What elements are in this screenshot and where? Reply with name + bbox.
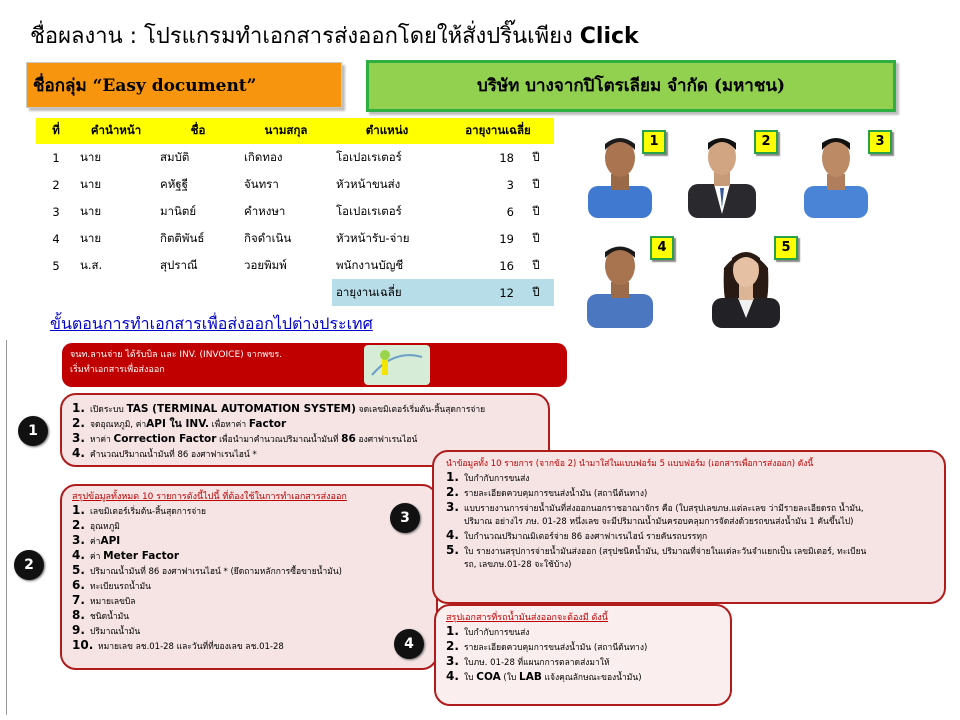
cell-unit: ปี bbox=[532, 149, 540, 164]
step-4-item: 1. ใบกำกับการขนส่ง bbox=[446, 624, 530, 638]
photo-badge-1: 1 bbox=[642, 130, 666, 154]
average-label: อายุงานเฉลี่ย bbox=[332, 279, 442, 306]
photo-badge-2: 2 bbox=[754, 130, 778, 154]
cell-no: 5 bbox=[52, 258, 60, 273]
photo-badge-3: 3 bbox=[868, 130, 892, 154]
cell-name: กิตติพันธ์ bbox=[160, 230, 205, 245]
cell-no: 2 bbox=[52, 177, 60, 192]
step-4-heading: สรุปเอกสารที่รถน้ำมันส่งออกจะต้องมี ดังนี้ bbox=[446, 613, 608, 623]
cell-no: 3 bbox=[52, 204, 60, 219]
step-2-heading: สรุปข้อมูลทั้งหมด 10 รายการดังนี้ไปนี้ ที่ต้องใช้ในการทำเอกสารส่งออก bbox=[72, 492, 347, 502]
staff-photo-4 bbox=[584, 238, 656, 328]
cell-prefix: นาย bbox=[80, 176, 102, 191]
cell-position: หัวหน้าขนส่ง bbox=[336, 176, 401, 191]
cell-position: โอเปอเรเตอร์ bbox=[336, 149, 402, 164]
cell-name: สมบัติ bbox=[160, 149, 190, 164]
title-click-word: Click bbox=[579, 24, 639, 49]
step-3-item: 2. รายละเอียดควบคุมการขนส่งน้ำมัน (สถานีต้นทาง) bbox=[446, 485, 648, 499]
cell-name: มานิตย์ bbox=[160, 203, 197, 218]
cell-years: 16 bbox=[499, 258, 514, 273]
step-2-item: 3. ค่าAPI bbox=[72, 533, 121, 547]
step-circle-3: 3 bbox=[390, 503, 420, 533]
table-row bbox=[36, 252, 554, 279]
average-unit: ปี bbox=[518, 279, 554, 306]
cell-years: 18 bbox=[499, 150, 514, 165]
step-2-item: 2. อุณหภูมิ bbox=[72, 518, 120, 532]
cell-unit: ปี bbox=[532, 176, 540, 191]
header-position: ตำแหน่ง bbox=[332, 118, 442, 144]
intro-line-2: เริ่มทำเอกสารเพื่อส่งออก bbox=[70, 365, 165, 375]
average-row bbox=[36, 279, 554, 306]
photo-badge-5: 5 bbox=[774, 236, 798, 260]
step-3-item: 1. ใบกำกับการขนส่ง bbox=[446, 470, 530, 484]
intro-banner bbox=[62, 343, 567, 387]
average-years: 12 bbox=[442, 279, 518, 306]
steps-heading-link[interactable]: ขั้นตอนการทำเอกสารเพื่อส่งออกไปต่างประเทศ bbox=[50, 314, 373, 333]
cell-position: โอเปอเรเตอร์ bbox=[336, 203, 402, 218]
step-3-item: 5. ใบ รายงานสรุปการจ่ายน้ำมันส่งออก (สรุปชนิดน้ำมัน, ปริมาณที่จ่ายในแต่ละวันจำแยกเป็น เลขมิเตอร์, ทะเบียน bbox=[446, 543, 867, 557]
cell-surname: จันทรา bbox=[244, 176, 279, 191]
cell-unit: ปี bbox=[532, 257, 540, 272]
staff-table-header bbox=[36, 118, 554, 144]
table-row bbox=[36, 225, 554, 252]
cell-prefix: นาย bbox=[80, 203, 102, 218]
cell-name: คหัฐฐี bbox=[160, 176, 188, 191]
cell-prefix: นาย bbox=[80, 230, 102, 245]
step-2-item: 9. ปริมาณน้ำมัน bbox=[72, 623, 141, 637]
step-2-item: 6. ทะเบียนรถน้ำมัน bbox=[72, 578, 151, 592]
step-4-item: 3. ใบภษ. 01-28 ที่แผนกการตลาดส่งมาให้ bbox=[446, 654, 610, 668]
cell-surname: เกิดทอง bbox=[244, 149, 283, 164]
staff-photo-3 bbox=[800, 128, 872, 218]
cell-no: 1 bbox=[52, 150, 60, 165]
cell-prefix: น.ส. bbox=[80, 257, 103, 272]
staff-photo-5 bbox=[710, 238, 782, 328]
title-text: ชื่อผลงาน : โปรแกรมทำเอกสารส่งออกโดยให้สั่งปริ๊นเพียง bbox=[30, 24, 580, 49]
intro-line-1: จนท.ลานจ่าย ได้รับบิล และ INV. (INVOICE) จากพขร. bbox=[70, 350, 283, 360]
step-2-item: 8. ชนิดน้ำมัน bbox=[72, 608, 130, 622]
step-2-item: 5. ปริมาณน้ำมันที่ 86 องศาฟาเรนไฮน์ * (ยึดถามหลักการซื้อขายน้ำมัน) bbox=[72, 563, 342, 577]
cell-no: 4 bbox=[52, 231, 60, 246]
group-name-box: ชื่อกลุ่ม “Easy document” bbox=[26, 62, 342, 108]
table-row bbox=[36, 144, 554, 171]
step-4-panel bbox=[434, 604, 732, 706]
step-1-item: 1. เปิดระบบ TAS (TERMINAL AUTOMATION SYSTEM) จดเลขมิเตอร์เริ่มต้น-สิ้นสุดการจ่าย bbox=[72, 401, 486, 415]
header-no: ที่ bbox=[36, 118, 76, 144]
cell-surname: คำหงษา bbox=[244, 203, 286, 218]
step-circle-2: 2 bbox=[14, 550, 44, 580]
header-surname: นามสกุล bbox=[240, 118, 332, 144]
company-name-box: บริษัท บางจากปิโตรเลียม จำกัด (มหาชน) bbox=[366, 60, 896, 112]
cell-years: 3 bbox=[506, 177, 514, 192]
cell-unit: ปี bbox=[532, 203, 540, 218]
step-3-item: 3. แบบรายงานการจ่ายน้ำมันที่ส่งออกนอกราชอาณาจักร คือ (ใบสรุปเลขภษ.แต่ละเลข ว่ามีรายละเอียดรถ น้ำมัน, bbox=[446, 500, 864, 514]
step-2-panel bbox=[60, 484, 438, 670]
step-1-item: 3. หาค่า Correction Factor เพื่อนำมาคำนวณปริมาณน้ำมันที่ 86 องศาฟาเรนไฮน์ bbox=[72, 431, 418, 445]
header-average-years: อายุงานเฉลี่ย bbox=[442, 118, 554, 144]
step-2-item: 4. ค่า Meter Factor bbox=[72, 548, 179, 562]
cell-name: สุปราณี bbox=[160, 257, 198, 272]
page-title bbox=[30, 18, 639, 53]
step-3-item: 4. ใบกำนวณปริมาณมิเตอร์จ่าย 86 องศาฟาเรนไฮน์ รายคันรถบรรทุก bbox=[446, 528, 708, 542]
step-2-item: 7. หมายเลขบิล bbox=[72, 593, 136, 607]
step-4-item: 2. รายละเอียดควบคุมการขนส่งน้ำมัน (สถานีต้นทาง) bbox=[446, 639, 648, 653]
step-circle-4: 4 bbox=[394, 629, 424, 659]
step-3-heading: นำข้อมูลทั้ง 10 รายการ (จากข้อ 2) นำมาใส่ในแบบฟอร์ม 5 แบบฟอร์ม (เอกสารเพื่อการส่งออก) ดังนี้ bbox=[446, 459, 814, 469]
step-3-panel bbox=[432, 450, 946, 604]
step-2-item: 10. หมายเลข ลช.01-28 และวันที่ที่ของเลข ลช.01-28 bbox=[72, 638, 284, 652]
header-prefix: คำนำหน้า bbox=[76, 118, 156, 144]
cell-position: พนักงานบัญชี bbox=[336, 257, 404, 272]
step-3-item-cont: ปริมาณ อย่างไร ภษ. 01-28 หนึ่งเลข จะมีปริมาณน้ำมันครอบคลุมการจัดส่งด้วยรถขนส่งน้ำมัน 1 คันขึ้นไป) bbox=[464, 517, 854, 527]
staff-photo-2 bbox=[686, 128, 758, 218]
cell-surname: กิจดำเนิน bbox=[244, 230, 292, 245]
staff-table bbox=[36, 118, 554, 306]
cell-prefix: นาย bbox=[80, 149, 102, 164]
cell-position: หัวหน้ารับ-จ่าย bbox=[336, 230, 410, 245]
step-4-item: 4. ใบ COA (ใบ LAB แจ้งคุณลักษณะของน้ำมัน) bbox=[446, 669, 642, 683]
step-1-item: 2. จดอุณหภูมิ, ค่าAPI ใน INV. เพื่อหาค่า Factor bbox=[72, 416, 287, 430]
cell-years: 6 bbox=[506, 204, 514, 219]
step-2-item: 1. เลขมิเตอร์เริ่มต้น-สิ้นสุดการจ่าย bbox=[72, 503, 207, 517]
header-name: ชื่อ bbox=[156, 118, 240, 144]
fuel-nozzle-icon bbox=[364, 345, 430, 385]
cell-unit: ปี bbox=[532, 230, 540, 245]
cell-surname: วอยพิมพ์ bbox=[244, 257, 287, 272]
step-3-item-cont: รถ, เลขภษ.01-28 จะใช้บ้าง) bbox=[464, 560, 572, 570]
cell-years: 19 bbox=[499, 231, 514, 246]
step-circle-1: 1 bbox=[18, 416, 48, 446]
left-divider bbox=[6, 340, 7, 715]
photo-badge-4: 4 bbox=[650, 236, 674, 260]
table-row bbox=[36, 171, 554, 198]
table-row bbox=[36, 198, 554, 225]
step-1-item: 4. คำนวณปริมาณน้ำมันที่ 86 องศาฟาเรนไฮน์ * bbox=[72, 446, 257, 460]
